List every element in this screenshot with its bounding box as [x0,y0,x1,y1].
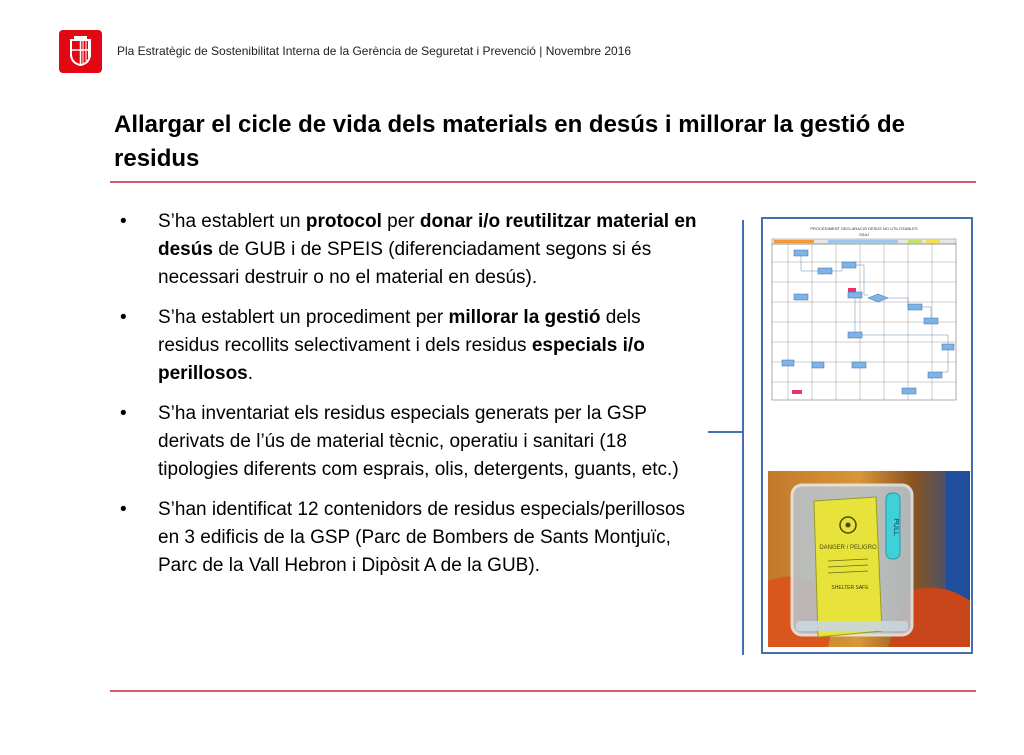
procedure-flowchart-image [768,222,960,402]
bullet-item-inventory [112,400,702,484]
bullet-text: per [381,211,420,232]
flowchart-subtitle: SSAJ [858,232,870,237]
bullet-marker: • [120,499,127,520]
bullet-text: dels residus recollits selectivament i dels residus [158,307,641,356]
bullet-bold-text: millorar la gestió [448,307,601,328]
bullet-marker: • [120,211,127,232]
barcelona-logo [59,30,102,73]
bullet-item-containers [112,496,702,580]
bullet-marker: • [120,307,127,328]
bullet-text: S’han identificat 12 contenidors de residus especials/perillosos en 3 edificis de la GSP (Parc de Bombers de Sants Montjuïc, Parc de la Vall Hebron i Dipòsit A de la GUB). [158,499,686,576]
bullet-text: S’ha establert un procediment per [158,307,449,328]
hazardous-waste-container-photo [768,471,970,647]
bullet-bold-text: especials i/o perillosos [158,335,645,384]
bullet-text: de GUB i de SPEIS (diferenciadament segons si és necessari destruir o no el material en desús). [158,239,652,288]
photo-danger-label: DANGER / PELIGRO [819,545,877,551]
header-text: Pla Estratègic de Sostenibilitat Interna de la Gerència de Seguretat i Prevenció | Novembre 2016 [117,44,632,58]
bullet-text: S’ha establert un [158,211,306,232]
bullet-text: . [247,363,254,384]
photo-brand-label: SHELTER SAFE [831,585,869,591]
city-shield-icon [59,30,102,73]
title-divider [110,181,976,183]
footer-divider [110,690,976,692]
bullet-bold-text: protocol [305,211,382,232]
bullet-item-protocol [112,208,702,292]
bullet-bold-text: donar i/o reutilitzar material en desús [158,211,697,260]
connector-line-vertical [742,220,744,655]
photo-pull-label: PULL [892,518,899,536]
bullet-marker: • [120,403,127,424]
bullet-list [112,208,702,592]
flowchart-title: PROCEDIMENT DECLARACIÓ DESÚS NO UTILITZABLES [810,226,918,231]
bullet-text: S’ha inventariat els residus especials generats per la GSP derivats de l’ús de material tècnic, operatiu i sanitari (18 tipologies diferents com esprais, olis, detergents, guants, etc.) [158,403,679,480]
connector-line-horizontal [708,431,744,433]
bullet-item-procedure [112,304,702,388]
page-title: Allargar el cicle de vida dels materials en desús i millorar la gestió de residus [114,111,906,172]
